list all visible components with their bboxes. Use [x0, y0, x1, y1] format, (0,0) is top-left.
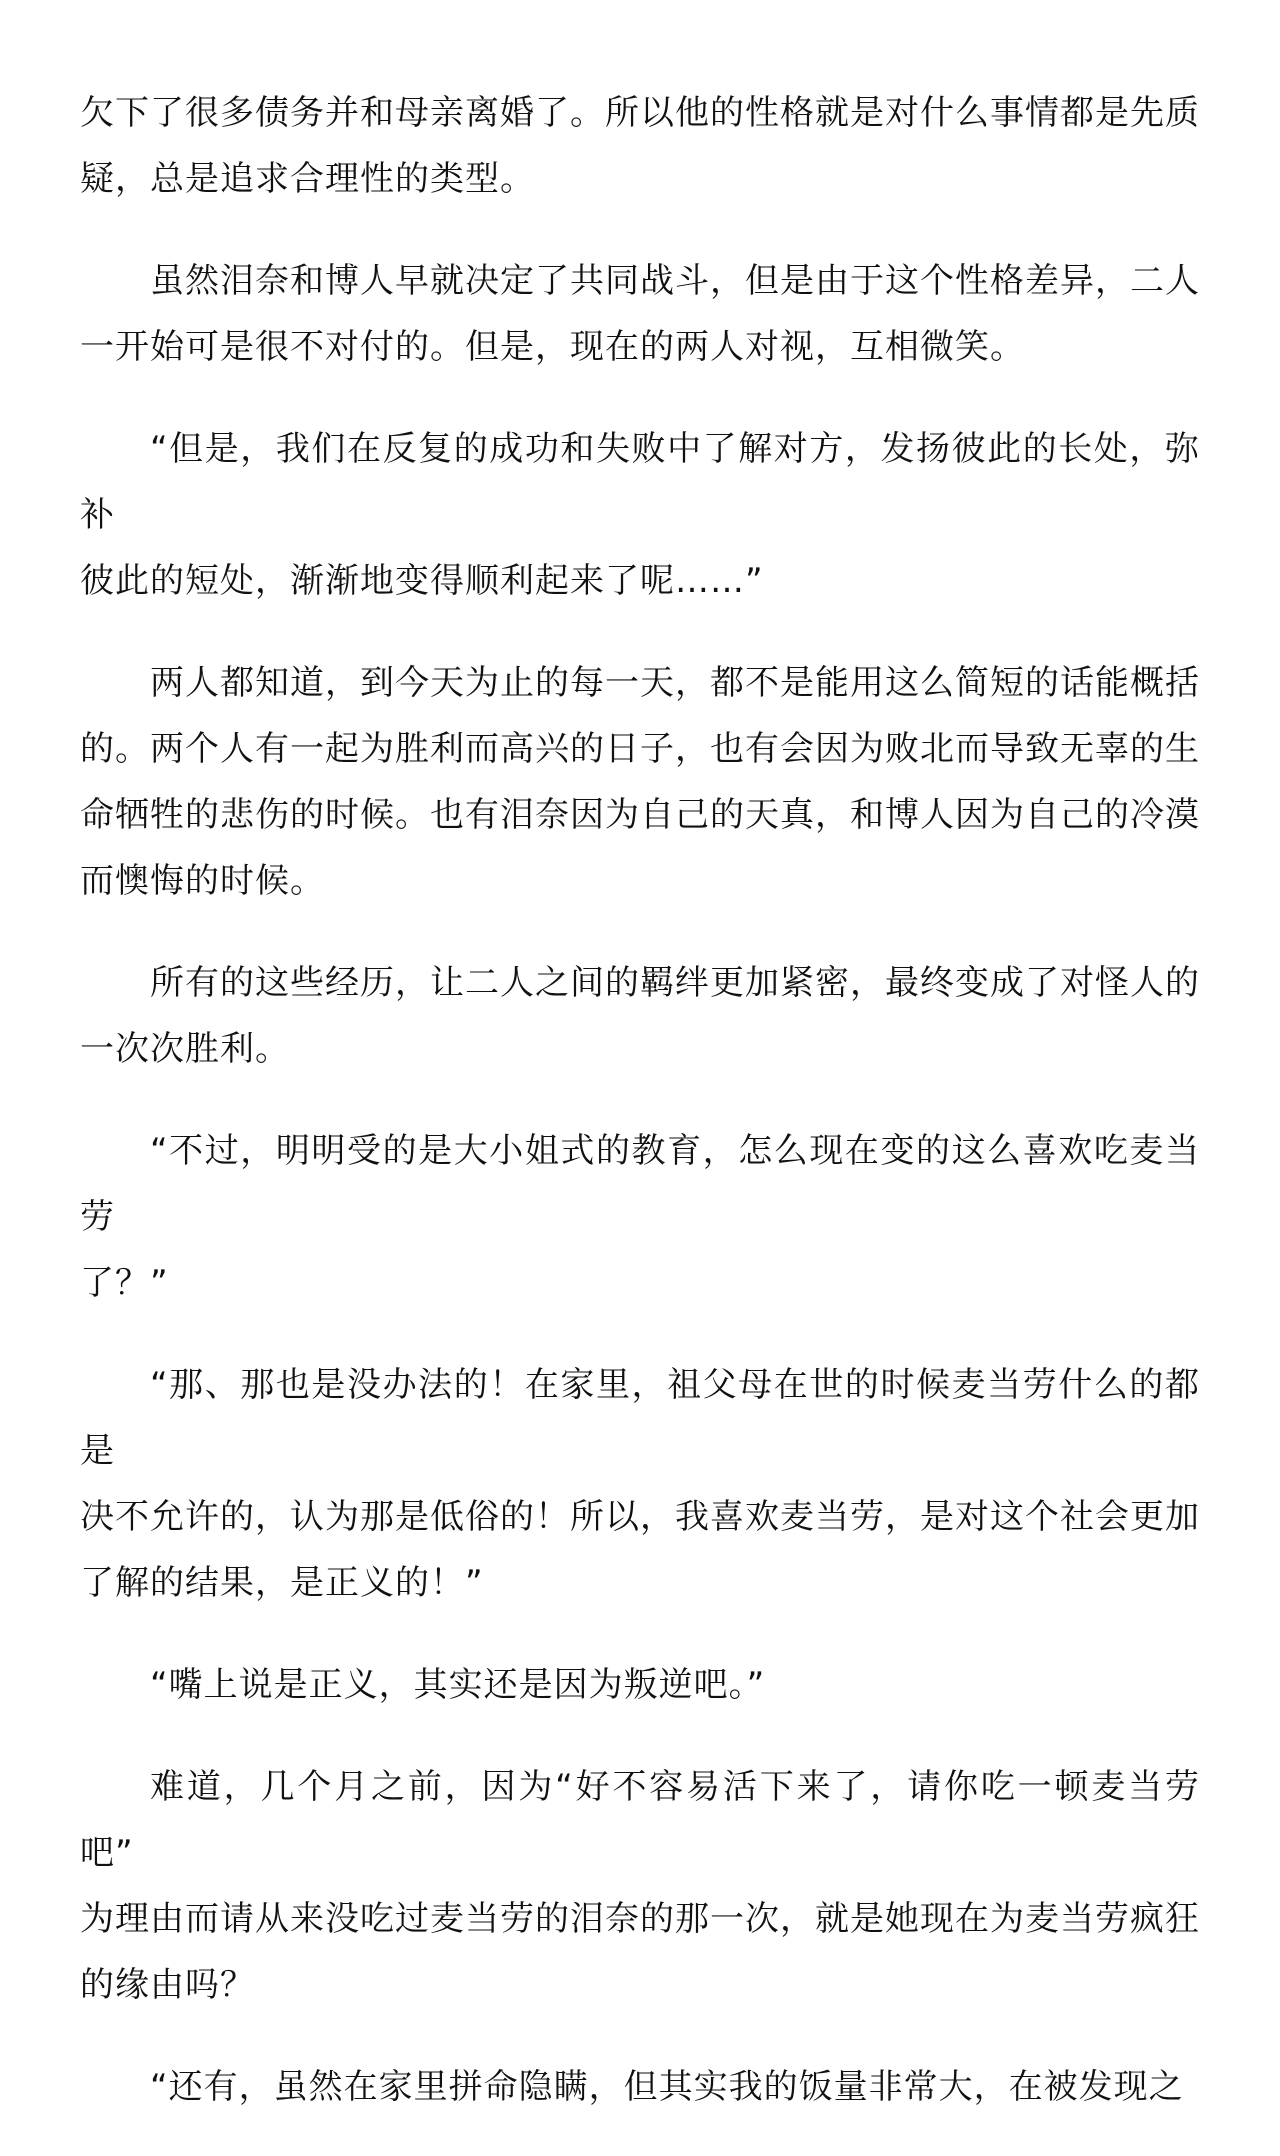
text-line: 彼此的短处，渐渐地变得顺利起来了呢……”: [80, 561, 764, 601]
text-line: “但是，我们在反复的成功和失败中了解对方，发扬彼此的长处，弥补: [80, 429, 1200, 535]
paragraph: [80, 1118, 1200, 1316]
text-line: 所有的这些经历，让二人之间的羁绊更加紧密，最终变成了对怪人的: [150, 963, 1200, 1003]
paragraph: [80, 1652, 1200, 1718]
text-line: “还有，虽然在家里拼命隐瞒，但其实我的饭量非常大，在被发现之: [150, 2067, 1184, 2107]
paragraph: [80, 2054, 1200, 2120]
paragraph: [80, 1754, 1200, 2018]
text-line: 命牺牲的悲伤的时候。也有泪奈因为自己的天真，和博人因为自己的冷漠: [80, 795, 1200, 835]
paragraph: [80, 650, 1200, 914]
text-line: 一次次胜利。: [80, 1029, 290, 1069]
text-line: 欠下了很多债务并和母亲离婚了。所以他的性格就是对什么事情都是先质: [80, 93, 1200, 133]
text-line: “那、那也是没办法的！在家里，祖父母在世的时候麦当劳什么的都是: [80, 1365, 1200, 1471]
paragraph: [80, 416, 1200, 614]
text-line: 疑，总是追求合理性的类型。: [80, 159, 535, 199]
text-line: 一开始可是很不对付的。但是，现在的两人对视，互相微笑。: [80, 327, 1025, 367]
paragraph: [80, 950, 1200, 1082]
text-line: 为理由而请从来没吃过麦当劳的泪奈的那一次，就是她现在为麦当劳疯狂: [80, 1899, 1200, 1939]
paragraph: [80, 80, 1200, 212]
text-line: 而懊悔的时候。: [80, 861, 325, 901]
paragraph: [80, 1352, 1200, 1616]
text-line: 决不允许的，认为那是低俗的！所以，我喜欢麦当劳，是对这个社会更加: [80, 1497, 1200, 1537]
paragraph: [80, 248, 1200, 380]
text-line: 了？”: [80, 1263, 169, 1303]
text-line: “不过，明明受的是大小姐式的教育，怎么现在变的这么喜欢吃麦当劳: [80, 1131, 1200, 1237]
text-line: 难道，几个月之前，因为“好不容易活下来了，请你吃一顿麦当劳吧”: [80, 1767, 1200, 1873]
text-line: 两人都知道，到今天为止的每一天，都不是能用这么简短的话能概括: [150, 663, 1200, 703]
text-line: 的。两个人有一起为胜利而高兴的日子，也有会因为败北而导致无辜的生: [80, 729, 1200, 769]
text-line: 了解的结果，是正义的！”: [80, 1563, 484, 1603]
text-line: 虽然泪奈和博人早就决定了共同战斗，但是由于这个性格差异，二人: [150, 261, 1200, 301]
text-line: 的缘由吗？: [80, 1965, 255, 2005]
text-line: “嘴上说是正义，其实还是因为叛逆吧。”: [150, 1665, 766, 1705]
body-text: [80, 80, 1200, 2156]
